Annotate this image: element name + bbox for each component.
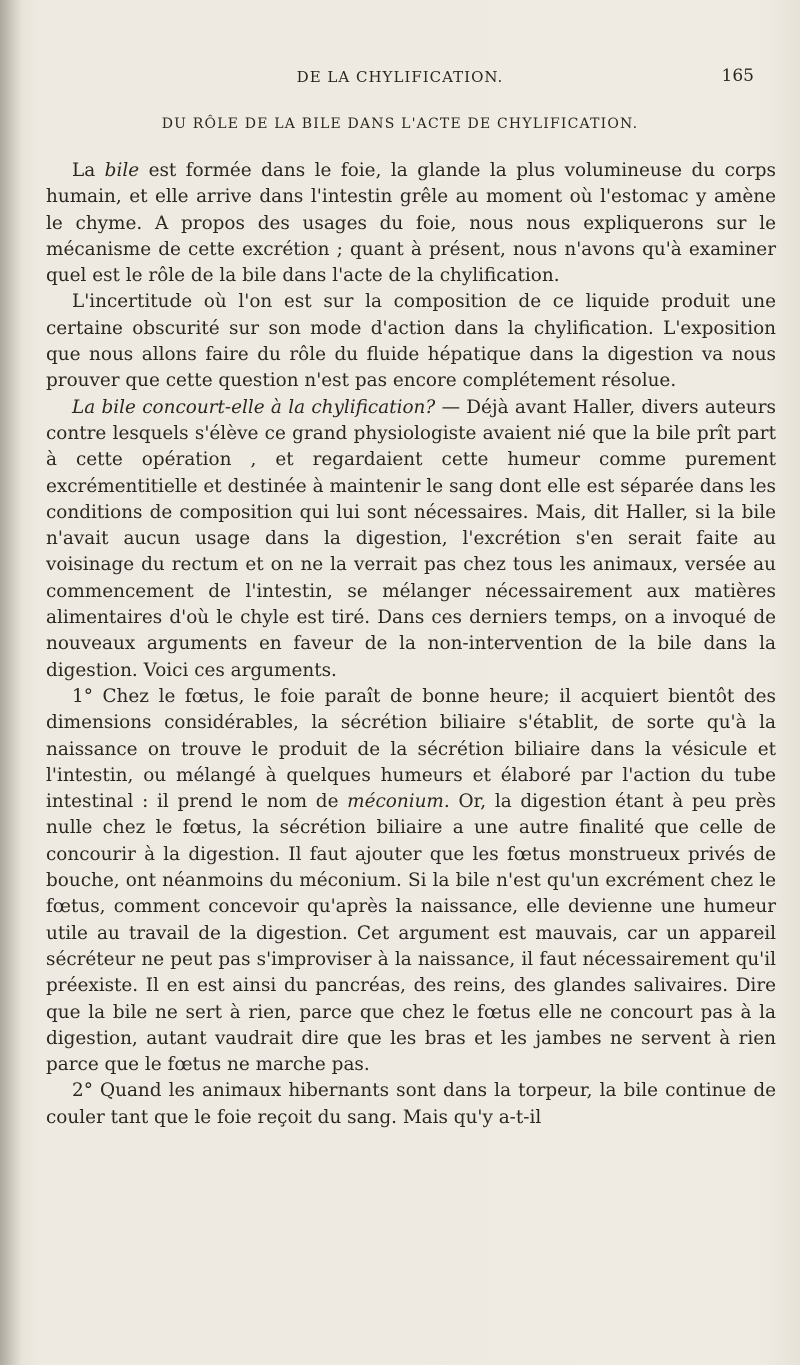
paragraph-1-emphasis: bile [104,160,140,181]
paragraph-4-lead: 1° Chez le fœtus, le foie paraît de bonne heure; il acquiert bientôt des dimensions considérables, la sécrétion biliaire s'établit, de sorte qu'à la naissance on trouve le produit de la sécrétion biliaire dans la vésicule et l'intestin, ou mélangé à quelques humeurs et élaboré par l'action du tube intestinal : il prend le nom de [46,685,776,813]
running-head [0,66,800,96]
paragraph-4-text: . Or, la digestion étant à peu près nulle chez le fœtus, la sécrétion biliaire a une autre finalité que celle de concourir à la digestion. Il faut ajouter que les fœtus monstrueux privés de bouche, ont néanmoins du méconium. Si la bile n'est qu'un excrément chez le fœtus, comment concevoir qu'après la naissance, elle devienne une humeur utile au travail de la digestion. Cet argument est mauvais, car un appareil sécréteur ne peut pas s'improviser à la naissance, il faut nécessairement qu'il préexiste. Il en est ainsi du pancréas, des reins, des glandes salivaires. Dire que la bile ne sert à rien, parce que chez le fœtus elle ne concourt pas à la digestion, autant vaudrait dire que les bras et les jambes ne servent à rien parce que le fœtus ne marche pas. [46,791,776,1076]
paragraph-4 [46,684,776,1078]
paragraph-4-emphasis: méconium [347,791,444,813]
paragraph-1-text: est formée dans le foie, la glande la plus volumineuse du corps humain, et elle arrive dans l'intestin grêle au moment où l'estomac y amène le chyme. A propos des usages du foie, nous nous expliquerons sur le mécanisme de cette excrétion ; quant à présent, nous n'avons qu'à examiner quel est le rôle de la bile dans l'acte de la chylification. [46,160,776,287]
binding-shadow [0,0,22,1365]
page-number: 165 [721,66,754,86]
paragraph-5 [46,1078,776,1131]
paragraph-1-lead: La [72,160,105,181]
paragraph-3-emphasis: La bile concourt-elle à la chylification? [72,396,436,418]
paragraph-5-lead: 2° Quand les animaux hibernants sont dans la torpeur, la bile continue de couler tant que le foie reçoit du sang. Mais qu'y a-t-il [46,1080,776,1128]
body-text [46,158,776,1131]
chapter-title: DU RÔLE DE LA BILE DANS L'ACTE DE CHYLIFICATION. [161,116,639,132]
paragraph-2-text: L'incertitude où l'on est sur la composition de ce liquide produit une certaine obscurité sur son mode d'action dans la chylification. L'exposition que nous allons faire du rôle du fluide hépatique dans la digestion va nous prouver que cette question n'est pas encore complétement résolue. [46,291,776,392]
paragraph-3-text: — Déjà avant Haller, divers auteurs contre lesquels s'élève ce grand physiologiste avaient nié que la bile prît part à cette opération , et regardaient cette humeur comme purement excrémentitielle et destinée à maintenir le sang dont elle est séparée dans les conditions de composition qui lui sont nécessaires. Mais, dit Haller, si la bile n'avait aucun usage dans la digestion, l'excrétion s'en serait faite au voisinage du rectum et on ne la verrait pas chez tous les animaux, versée au commencement de l'intestin, se mélanger nécessairement aux matières alimentaires d'où le chyle est tiré. Dans ces derniers temps, on a invoqué de nouveaux arguments en faveur de la non-intervention de la bile dans la digestion. Voici ces arguments. [46,396,776,681]
paragraph-3 [46,395,776,684]
running-title: DE LA CHYLIFICATION. [296,68,504,86]
paragraph-2 [46,289,776,394]
paragraph-1 [46,158,776,289]
